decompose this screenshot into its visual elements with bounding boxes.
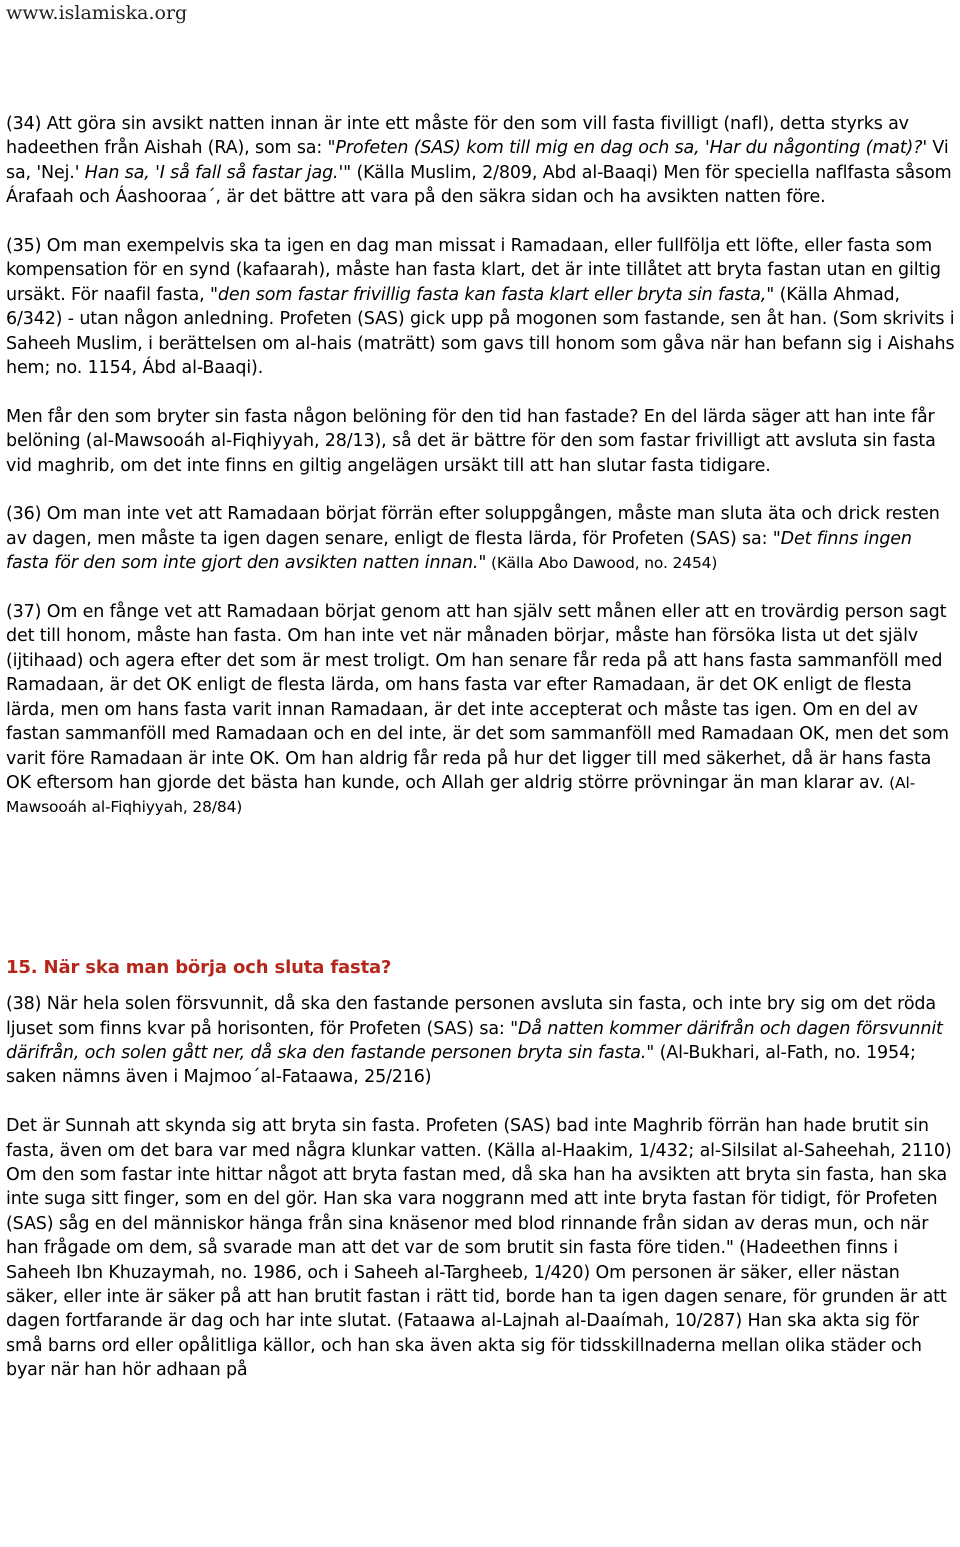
p37-text: (37) Om en fånge vet att Ramadaan börjat genom att han själv sett månen eller att en trovärdig person sagt det till honom, måste han fasta. Om han inte vet när månaden börjar, måste han försöka lista ut det själv (ijtihaad) och agera efter det som är mest troligt. Om han senare får reda på att hans fasta sammanföll med Ramadaan, är det OK enligt de flesta lärda, om hans fasta var efter Ramadaan, är det OK enligt de flesta lärda, men om hans fasta varit innan Ramadaan, är det inte accepterat och måste tas igen. Om en del av fastan sammanföll med Ramadaan och en del inte, är det som sammanföll med Ramadaan OK, men det som varit före Ramadaan är inte OK. Om han aldrig får reda på hur det ligger till med säkerhet, då är hans fasta OK eftersom han gjorde det bästa han kunde, och Allah ger aldrig större prövningar än man klarar av. bbox=[6, 602, 949, 793]
p37-source: (Al-Mawsooáh al-Fiqhiyyah, 28/84) bbox=[6, 773, 916, 817]
p36-quote: "Det finns ingen fasta för den som inte gjort den avsikten natten innan." bbox=[6, 528, 912, 574]
paragraph-sunnah: Det är Sunnah att skynda sig att bryta sin fasta. Profeten (SAS) bad inte Maghrib förrän han hade brutit sin fasta, även om det bara var med några klunkar vatten. (Källa al-Haakim, 1/432; al-Silsilat al-Saheehah, 2110) Om den som fastar inte hittar något att bryta fastan med, då ska han ha avsikten att bryta sin fasta, han ska inte suga sitt finger, som en del gör. Han ska vara noggrann med att inte bryta fastan för tidigt, för Profeten (SAS) såg en del människor hänga från sina knäsenor med blod rinnande från sidan av deras mun, och när han frågade om dem, så svarade man att det var de som brutit sin fasta före tiden." (Hadeethen finns i Saheeh Ibn Khuzaymah, no. 1986, och i Saheeh al-Targheeb, 1/420) Om personen är säker, eller nästan säker, eller inte är säker på att han brutit fastan i rätt tid, borde han ta igen dagen senare, för grunden är att dagen fortfarande är dag och har inte slutat. (Fataawa al-Lajnah al-Daaímah, 10/287) Han ska akta sig för små barns ord eller opålitliga källor, och han ska även akta sig för tidsskillnaderna mellan olika städer och byar när han hör adhaan på bbox=[6, 1116, 952, 1381]
p36-source: (Källa Abo Dawood, no. 2454) bbox=[486, 554, 718, 573]
p34-text-2: Vi sa, 'Nej.' bbox=[6, 138, 949, 183]
paragraph-reward: Men får den som bryter sin fasta någon belöning för den tid han fastade? En del lärda säger att han inte får belöning (al-Mawsooáh al-Fiqhiyyah, 28/13), så det är bättre för den som fastar frivilligt att avsluta sin fasta vid maghrib, om det inte finns en giltig angelägen ursäkt till att han slutar fasta tidigare. bbox=[6, 406, 936, 476]
p38-text-1: (38) När hela solen försvunnit, då ska den fastande personen avsluta sin fasta, och inte bry sig om det röda ljuset som finns kvar på horisonten, för Profeten (SAS) sa: bbox=[6, 994, 936, 1039]
p38-quote: "Då natten kommer därifrån och dagen försvunnit därifrån, och solen gått ner, då ska den fastande personen bryta sin fasta." bbox=[6, 1018, 943, 1063]
p34-quote-1: Profeten (SAS) kom till mig en dag och sa, 'Har du någonting (mat)?' bbox=[335, 138, 928, 159]
paragraph-37 bbox=[6, 600, 956, 820]
p34-text-1: (34) Att göra sin avsikt natten innan är inte ett måste för den som vill fasta fivilligt (nafl), detta styrks av hadeethen från Aishah (RA), som sa: " bbox=[6, 114, 909, 159]
site-url-header: www.islamiska.org bbox=[6, 2, 188, 24]
section-spacer bbox=[6, 844, 956, 956]
paragraph-36 bbox=[6, 502, 956, 575]
paragraph-35 bbox=[6, 234, 956, 380]
p34-text-3: " (Källa Muslim, 2/809, Abd al-Baaqi) Men för speciella naflfasta såsom Árafaah och Áashooraa´, är det bättre att vara på den säkra sidan och ha avsikten natten före. bbox=[6, 162, 952, 208]
p36-text-1: (36) Om man inte vet att Ramadaan börjat förrän efter soluppgången, måste man sluta äta och drick resten av dagen, men måste ta igen dagen senare, enligt de flesta lärda, för Profeten (SAS) sa: bbox=[6, 504, 940, 549]
paragraph-34 bbox=[6, 112, 956, 210]
article-body bbox=[6, 112, 956, 1407]
p38-text-2: (Al-Bukhari, al-Fath, no. 1954; saken nämns även i Majmoo´al-Fataawa, 25/216) bbox=[6, 1042, 916, 1088]
p35-text-2: (Källa Ahmad, 6/342) - utan någon anledning. Profeten (SAS) gick upp på mogonen som fastande, sen åt han. (Som skrivits i Saheeh Muslim, i berättelsen om al-hais (maträtt) som gavs till honom som gåva när han befann sig i Aishahs hem; no. 1154, Ábd al-Baaqi). bbox=[6, 284, 955, 379]
section-heading-15: 15. När ska man börja och sluta fasta? bbox=[6, 957, 392, 979]
p35-text-1: (35) Om man exempelvis ska ta igen en dag man missat i Ramadaan, eller fullfölja ett löfte, eller fasta som kompensation för en synd (kafaarah), måste han fasta klart, det är inte tillåtet att bryta fastan utan en giltig ursäkt. För naafil fasta, bbox=[6, 236, 941, 305]
paragraph-38 bbox=[6, 992, 956, 1090]
p35-quote: "den som fastar frivillig fasta kan fasta klart eller bryta sin fasta," bbox=[209, 284, 775, 305]
p34-quote-2: Han sa, 'I så fall så fastar jag.' bbox=[84, 162, 344, 183]
